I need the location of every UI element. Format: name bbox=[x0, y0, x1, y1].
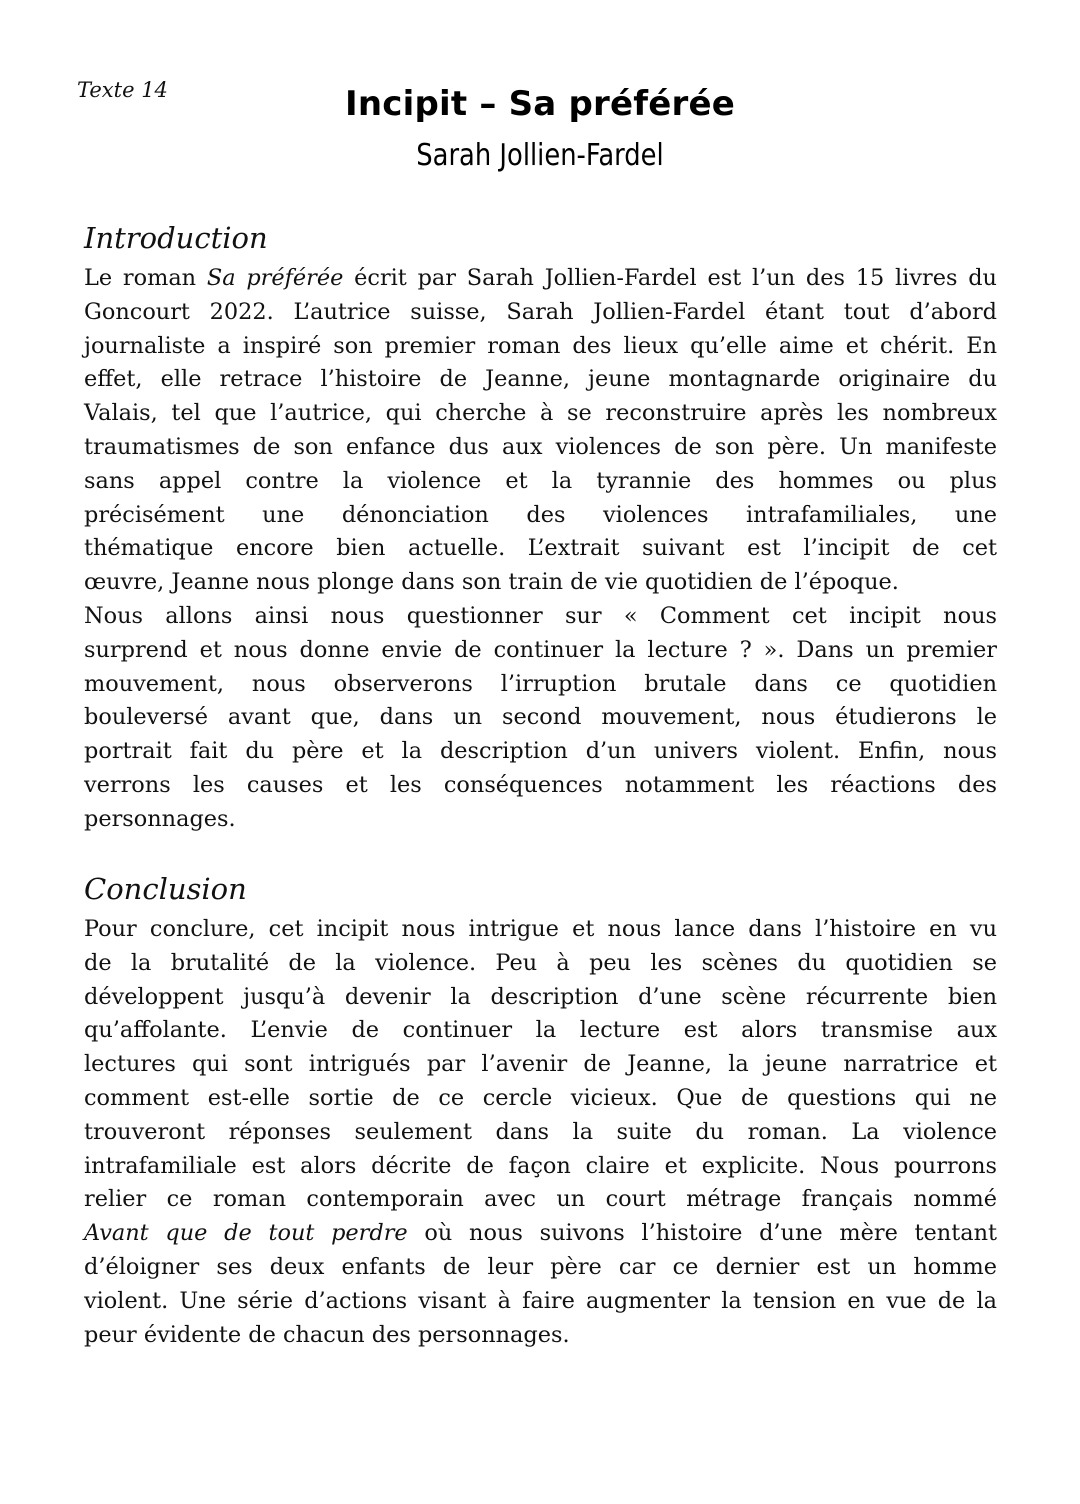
document-author: Sarah Jollien-Fardel bbox=[416, 138, 664, 173]
paragraph-line: d’éloigner ses deux enfants de leur père car ce dernier est un homme bbox=[84, 1253, 997, 1280]
introduction-heading: Introduction bbox=[84, 221, 268, 255]
paragraph-line: portrait fait du père et la description d’un univers violent. Enfin, nous bbox=[84, 738, 997, 765]
paragraph-line: trouveront réponses seulement dans la suite du roman. La violence bbox=[84, 1118, 997, 1145]
paragraph-line: Pour conclure, cet incipit nous intrigue et nous lance dans l’histoire en vu bbox=[84, 916, 997, 942]
paragraph-line: personnages. bbox=[84, 805, 236, 832]
paragraph-line: violent. Une série d’actions visant à faire augmenter la tension en vue de la bbox=[84, 1287, 997, 1314]
conclusion-paragraph bbox=[84, 913, 997, 1352]
paragraph-line: thématique encore bien actuelle. L’extrait suivant est l’incipit de cet bbox=[84, 535, 997, 562]
paragraph-line: sans appel contre la violence et la tyrannie des hommes ou plus bbox=[84, 467, 997, 494]
italic-title: Sa préférée bbox=[206, 265, 344, 291]
paragraph-line: qu’affolante. L’envie de continuer la lecture est alors transmise aux bbox=[84, 1017, 997, 1044]
document-title: Incipit – Sa préférée bbox=[345, 84, 735, 124]
paragraph-line: effet, elle retrace l’histoire de Jeanne, jeune montagnarde originaire du bbox=[84, 366, 997, 393]
paragraph-line: mouvement, nous observerons l’irruption brutale dans ce quotidien bbox=[84, 670, 997, 697]
paragraph-line: œuvre, Jeanne nous plonge dans son train de vie quotidien de l’époque. bbox=[84, 569, 899, 596]
paragraph-line: relier ce roman contemporain avec un court métrage français nommé bbox=[84, 1186, 997, 1213]
paragraph-line: précisément une dénonciation des violences intrafamiliales, une bbox=[84, 501, 997, 528]
paragraph-line: Nous allons ainsi nous questionner sur « Comment cet incipit nous bbox=[84, 602, 997, 629]
introduction-paragraph bbox=[84, 262, 997, 837]
paragraph-line: bouleversé avant que, dans un second mouvement, nous étudierons le bbox=[84, 704, 997, 731]
paragraph-line: peur évidente de chacun des personnages. bbox=[84, 1321, 570, 1348]
paragraph-line: développent jusqu’à devenir la description d’une scène récurrente bien bbox=[84, 983, 997, 1010]
paragraph-line: verrons les causes et les conséquences notamment les réactions des bbox=[84, 771, 997, 798]
paragraph-line: lectures qui sont intrigués par l’avenir de Jeanne, la jeune narratrice et bbox=[84, 1051, 997, 1078]
paragraph-line: journaliste a inspiré son premier roman des lieux qu’elle aime et chérit. En bbox=[84, 332, 997, 359]
text-number-label: Texte 14 bbox=[77, 78, 168, 102]
paragraph-line: Avant que de tout perdre où nous suivons l’histoire d’une mère tentant bbox=[84, 1220, 997, 1247]
paragraph-line: Valais, tel que l’autrice, qui cherche à se reconstruire après les nombreux bbox=[84, 400, 997, 427]
conclusion-heading: Conclusion bbox=[84, 872, 247, 906]
paragraph-line: traumatismes de son enfance dus aux violences de son père. Un manifeste bbox=[84, 433, 997, 460]
paragraph-line: Goncourt 2022. L’autrice suisse, Sarah Jollien-Fardel étant tout d’abord bbox=[84, 298, 997, 325]
paragraph-line: Le roman Sa préférée écrit par Sarah Jollien-Fardel est l’un des 15 livres du bbox=[84, 265, 997, 291]
paragraph-line: surprend et nous donne envie de continuer la lecture ? ». Dans un premier bbox=[84, 636, 997, 663]
italic-title: Avant que de tout perdre bbox=[84, 1220, 408, 1247]
paragraph-line: comment est-elle sortie de ce cercle vicieux. Que de questions qui ne bbox=[84, 1084, 997, 1111]
paragraph-line: intrafamiliale est alors décrite de façon claire et explicite. Nous pourrons bbox=[84, 1152, 997, 1179]
paragraph-line: de la brutalité de la violence. Peu à peu les scènes du quotidien se bbox=[84, 949, 997, 976]
